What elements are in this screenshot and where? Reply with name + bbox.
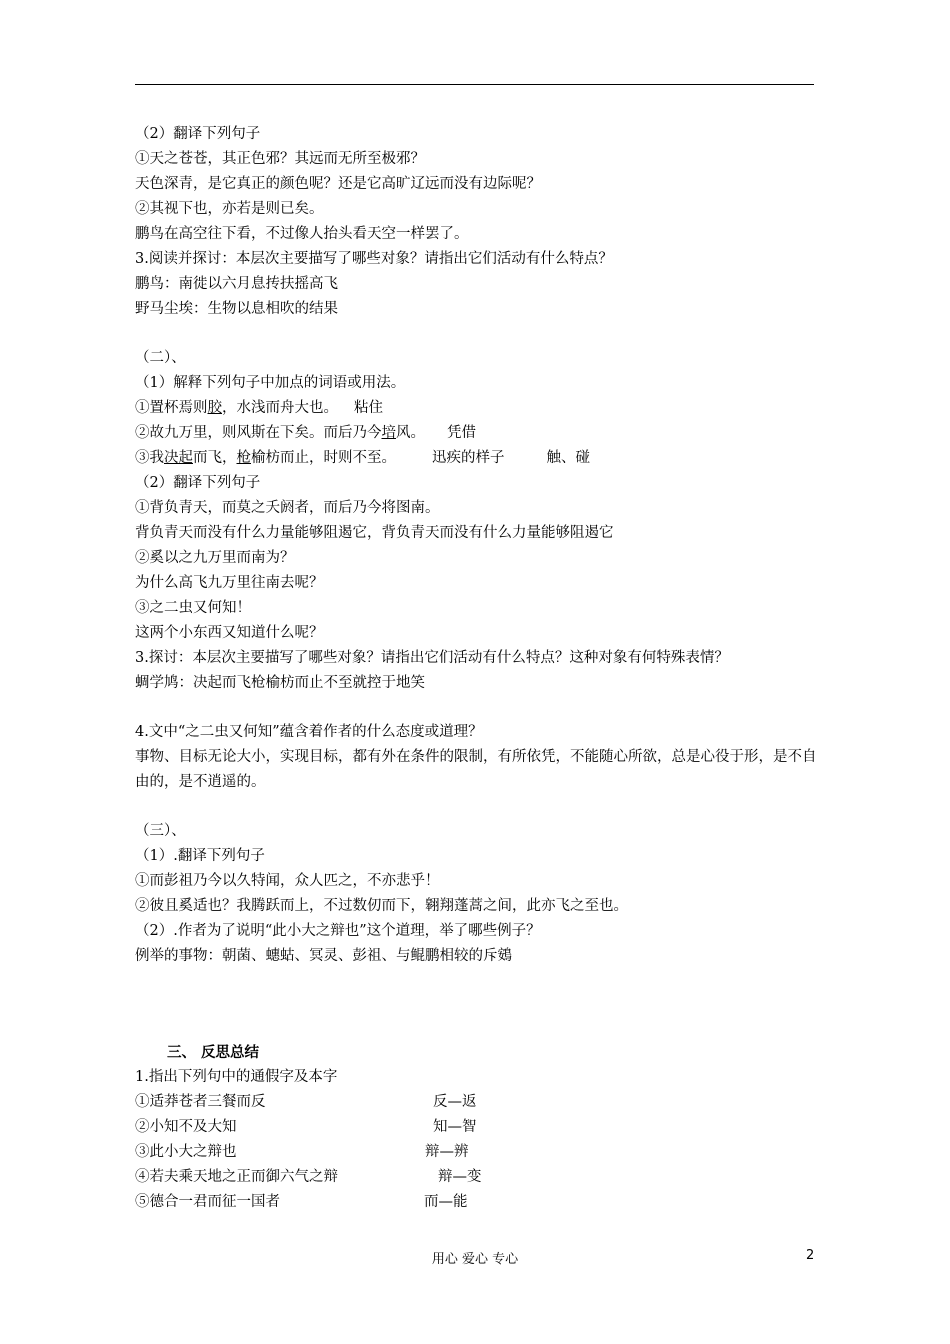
sentence: ①天之苍苍，其正色邪？其远而无所至极邪？ bbox=[135, 151, 425, 167]
explain-item: ①置杯焉则胶，水浅而舟大也。 粘住 bbox=[135, 400, 383, 416]
question: 1.指出下列句中的通假字及本字 bbox=[135, 1069, 338, 1085]
question: 3.探讨：本层次主要描写了哪些对象？请指出它们活动有什么特点？这种对象有何特殊表情？ bbox=[135, 650, 729, 666]
sentence: ②彼且奚适也？我腾跃而上，不过数仞而下，翱翔蓬蒿之间，此亦飞之至也。 bbox=[135, 898, 628, 914]
question: 4.文中“之二虫又何知”蕴含着作者的什么态度或道理？ bbox=[135, 724, 483, 740]
tongjia-item: ③此小大之辩也 辩—辨 bbox=[135, 1144, 469, 1160]
dotted-word: 枪 bbox=[236, 450, 251, 466]
explain-item: ②故九万里，则风斯在下矣。而后乃今培风。 凭借 bbox=[135, 425, 476, 441]
answer: 事物、目标无论大小，实现目标，都有外在条件的限制，有所依凭，不能随心所欲，总是心役于形，是不自由的，是不逍遥的。 bbox=[135, 749, 817, 790]
answer: 野马尘埃：生物以息相吹的结果 bbox=[135, 301, 338, 317]
section-title: （三）、 bbox=[135, 823, 186, 839]
tongjia-item: ⑤德合一君而征一国者 而—能 bbox=[135, 1194, 468, 1210]
sentence: ②其视下也，亦若是则已矣。 bbox=[135, 201, 324, 217]
explain-heading: （1）解释下列句子中加点的词语或用法。 bbox=[135, 375, 406, 391]
dotted-word: 决起 bbox=[164, 450, 193, 466]
section-heading: 三、 反思总结 bbox=[167, 1044, 260, 1061]
answer: 为什么高飞九万里往南去呢？ bbox=[135, 575, 324, 591]
answer: 这两个小东西又知道什么呢？ bbox=[135, 625, 324, 641]
answer: 蜩学鸠：决起而飞枪榆枋而止不至就控于地笑 bbox=[135, 675, 425, 691]
translate-heading: （1）.翻译下列句子 bbox=[135, 848, 265, 864]
document-body bbox=[135, 122, 819, 1215]
header-rule bbox=[135, 84, 814, 85]
explain-answer: 凭借 bbox=[447, 425, 476, 441]
sentence: ①而彭祖乃今以久特闻，众人匹之，不亦悲乎！ bbox=[135, 873, 440, 889]
explain-answer: 粘住 bbox=[354, 400, 383, 416]
dotted-word: 胶 bbox=[207, 400, 222, 416]
translate-heading: （2）翻译下列句子 bbox=[135, 475, 261, 491]
sentence: ②奚以之九万里而南为？ bbox=[135, 550, 295, 566]
explain-answer: 触、碰 bbox=[546, 450, 590, 466]
tongjia-item: ①适莽苍者三餐而反 反—返 bbox=[135, 1094, 477, 1110]
page-number: 2 bbox=[806, 1248, 815, 1263]
answer: 鹏鸟在高空往下看，不过像人抬头看天空一样罢了。 bbox=[135, 226, 469, 242]
tongjia-item: ②小知不及大知 知—智 bbox=[135, 1119, 477, 1135]
explain-item: ③我决起而飞，枪榆枋而止，时则不至。 迅疾的样子 触、碰 bbox=[135, 450, 590, 466]
section-title: （二）、 bbox=[135, 350, 186, 366]
dotted-word: 培 bbox=[381, 425, 396, 441]
footer-motto: 用心 爱心 专心 bbox=[431, 1252, 519, 1267]
answer: 例举的事物：朝菌、蟪蛄、冥灵、彭祖、与鲲鹏相较的斥鴳 bbox=[135, 948, 512, 964]
tongjia-item: ④若夫乘天地之正而御六气之辩 辩—变 bbox=[135, 1169, 482, 1185]
sentence: ③之二虫又何知！ bbox=[135, 600, 251, 616]
translate-heading: （2）翻译下列句子 bbox=[135, 126, 261, 142]
explain-answer: 迅疾的样子 bbox=[432, 450, 505, 466]
sentence: ①背负青天，而莫之夭阏者，而后乃今将图南。 bbox=[135, 500, 440, 516]
question: （2）.作者为了说明“此小大之辩也”这个道理，举了哪些例子？ bbox=[135, 923, 541, 939]
answer: 天色深青，是它真正的颜色呢？还是它高旷辽远而没有边际呢？ bbox=[135, 176, 541, 192]
question: 3.阅读并探讨：本层次主要描写了哪些对象？请指出它们活动有什么特点？ bbox=[135, 251, 613, 267]
answer: 鹏鸟：南徙以六月息抟扶摇高飞 bbox=[135, 276, 338, 292]
answer: 背负青天而没有什么力量能够阻遏它，背负青天而没有什么力量能够阻遏它 bbox=[135, 525, 614, 541]
